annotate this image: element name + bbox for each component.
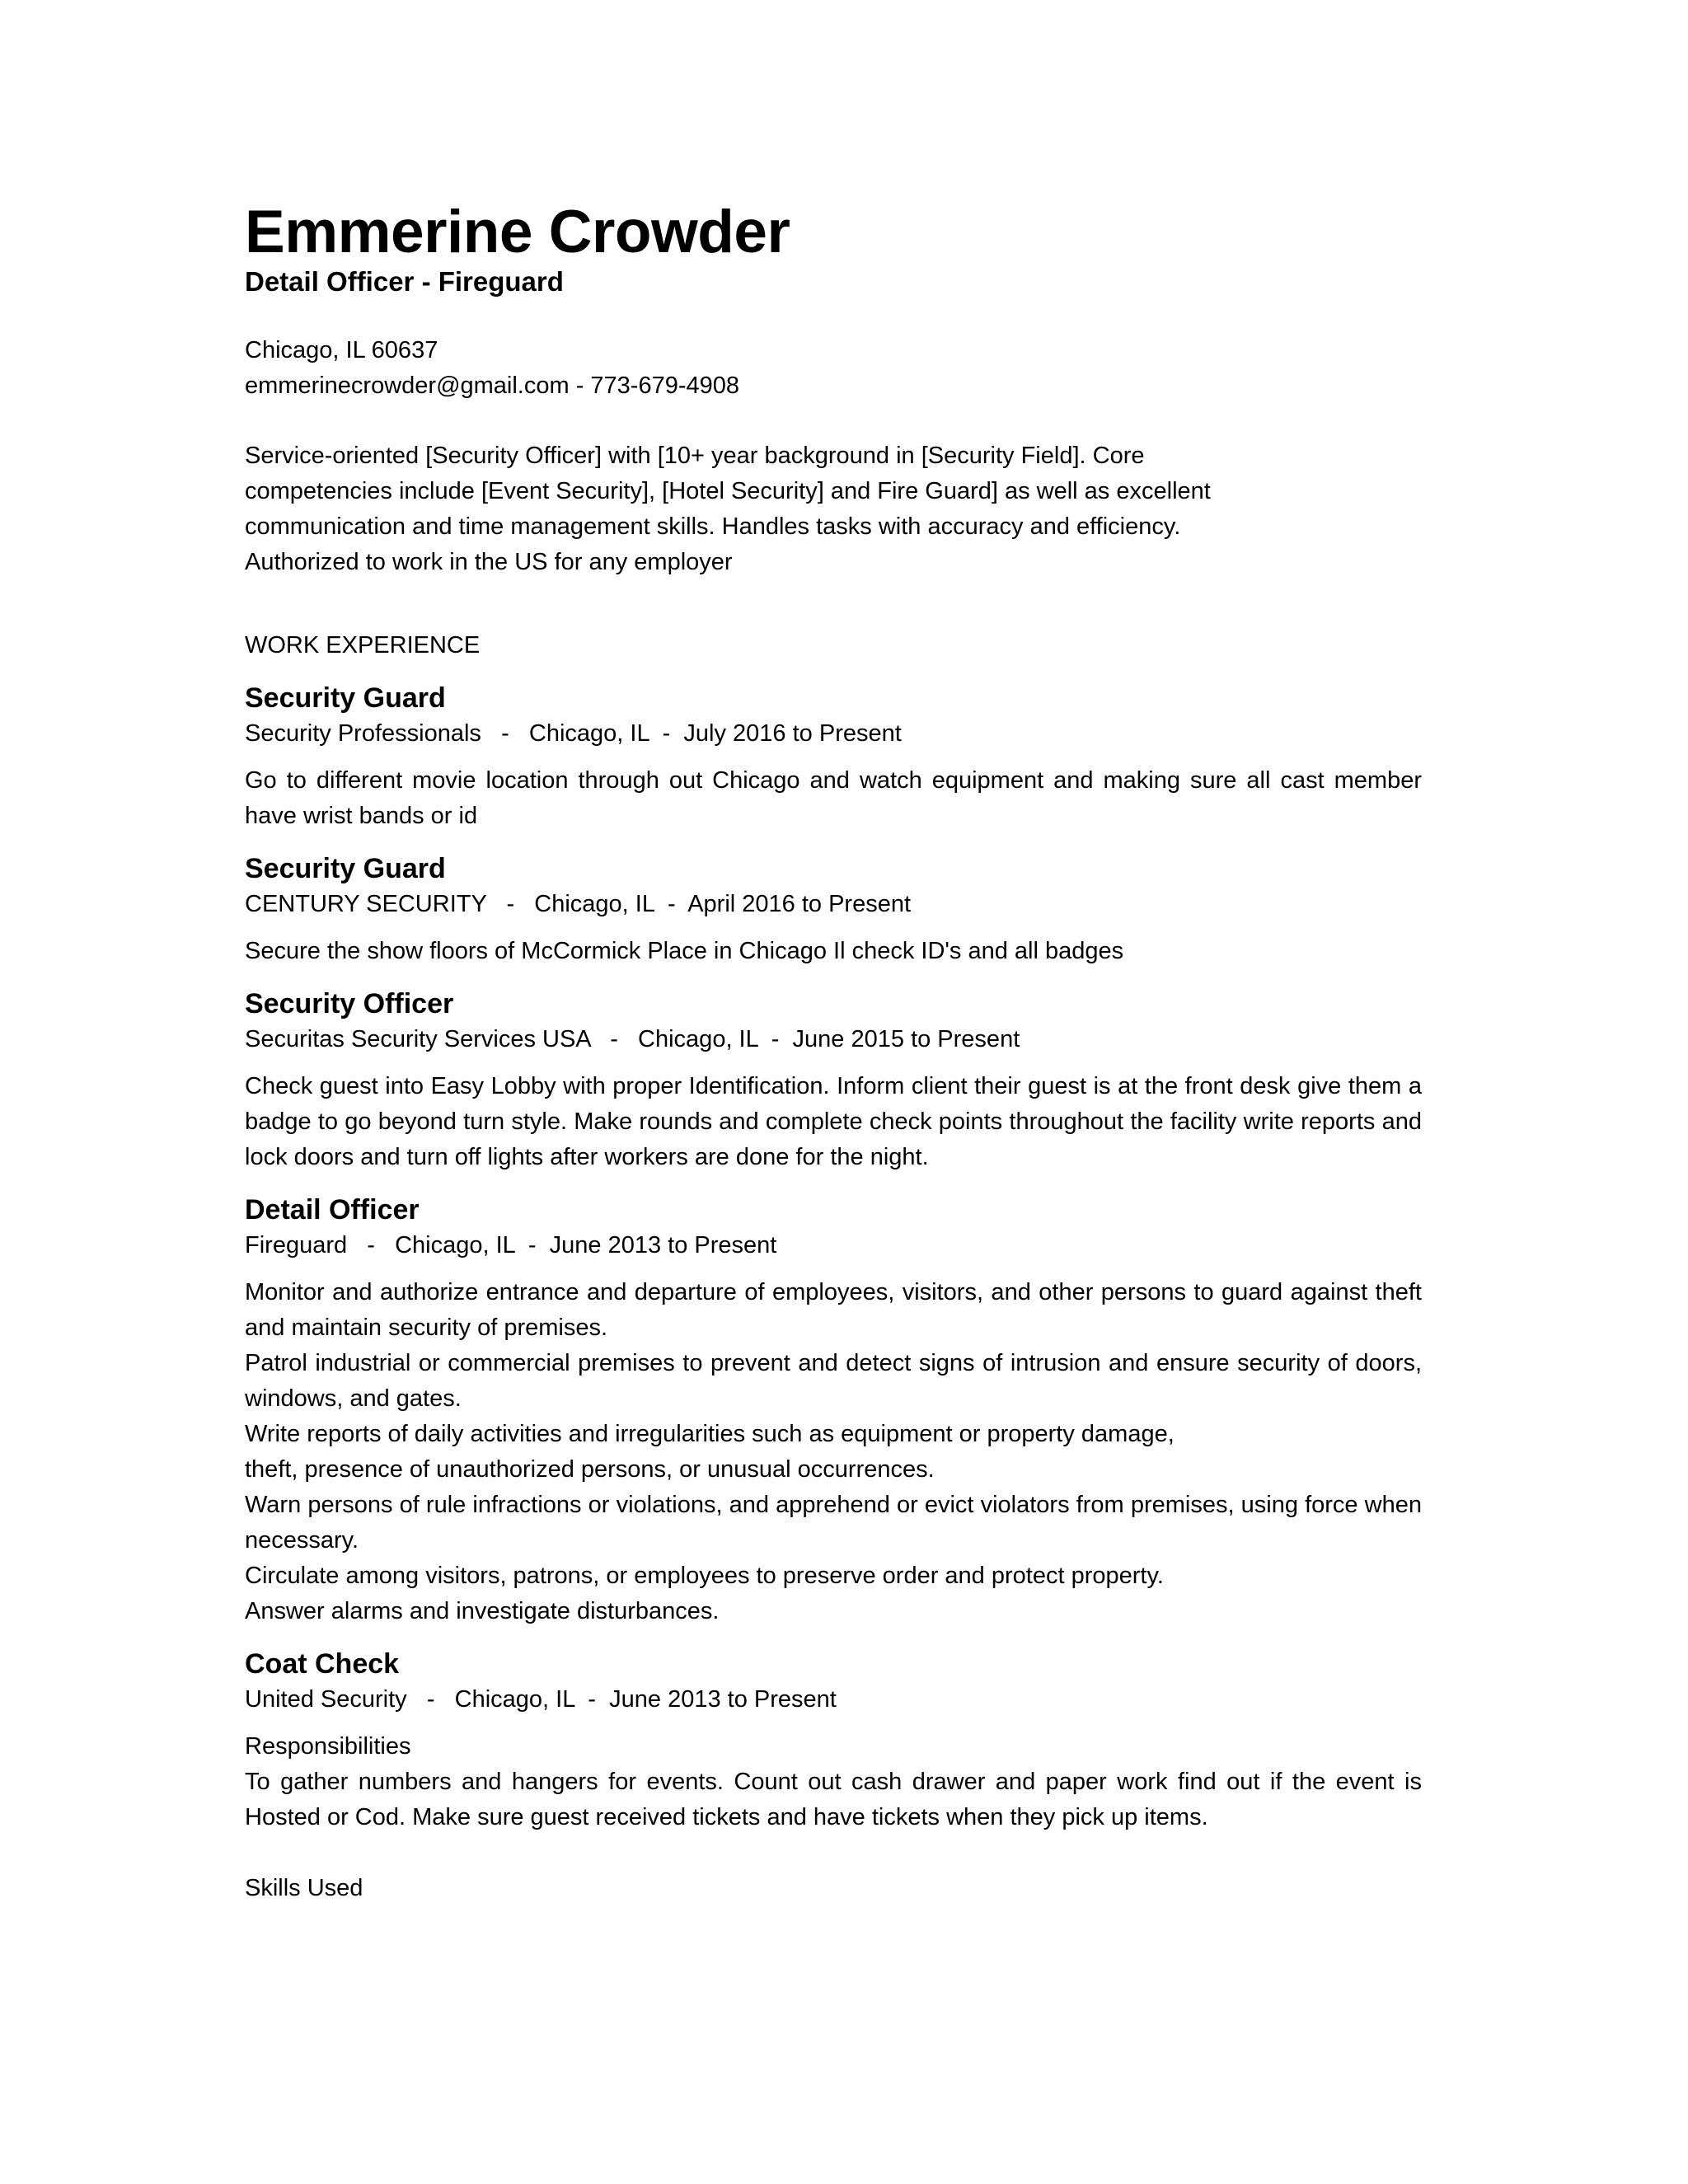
job-meta: United Security - Chicago, IL - June 2013 to Present	[245, 1686, 837, 1713]
contact-email-phone: emmerinecrowder@gmail.com - 773-679-4908	[245, 373, 740, 399]
job-description-line: Answer alarms and investigate disturbances.	[245, 1598, 720, 1624]
job-description	[245, 1729, 1422, 1835]
job-description-line: To gather numbers and hangers for events. Count out cash drawer and paper work find out if the event is Hosted or Cod. Make sure guest received tickets and have tickets when they pick up items.	[245, 1769, 1422, 1830]
skills-used-label: Skills Used	[245, 1875, 363, 1901]
job-meta: Security Professionals - Chicago, IL - July 2016 to Present	[245, 720, 902, 747]
job-title: Security Guard	[245, 853, 446, 884]
summary-line: Service-oriented [Security Officer] with [10+ year background in [Security Field]. Core	[245, 443, 1145, 469]
candidate-headline: Detail Officer - Fireguard	[245, 266, 564, 297]
job-title: Coat Check	[245, 1648, 400, 1680]
job-entry	[245, 851, 1422, 969]
job-description-line: Patrol industrial or commercial premises to prevent and detect signs of intrusion and ensure security of doors, windows, and gates.	[245, 1350, 1422, 1412]
job-description	[245, 1069, 1422, 1175]
job-title: Detail Officer	[245, 1194, 420, 1226]
job-description	[245, 1275, 1422, 1629]
contact-block	[245, 333, 1422, 404]
job-description-line: theft, presence of unauthorized persons, or unusual occurrences.	[245, 1456, 935, 1483]
summary-line: Authorized to work in the US for any employer	[245, 549, 733, 575]
job-description-line: Secure the show floors of McCormick Place in Chicago Il check ID's and all badges	[245, 938, 1124, 964]
job-entry	[245, 1192, 1422, 1629]
summary-line: competencies include [Event Security], [Hotel Security] and Fire Guard] as well as excellent	[245, 478, 1211, 504]
candidate-name: Emmerine Crowder	[245, 199, 790, 265]
contact-location: Chicago, IL 60637	[245, 337, 438, 363]
job-description-line: Responsibilities	[245, 1733, 411, 1760]
job-entry	[245, 1646, 1422, 1835]
resume-page	[245, 194, 1422, 1906]
job-entry	[245, 986, 1422, 1175]
job-title: Security Guard	[245, 682, 446, 714]
job-description-line: Go to different movie location through out Chicago and watch equipment and making sure all cast member have wrist bands or id	[245, 767, 1422, 829]
job-description-line: Warn persons of rule infractions or violations, and apprehend or evict violators from premises, using force when necessary.	[245, 1492, 1422, 1554]
job-description-line: Write reports of daily activities and irregularities such as equipment or property damage,	[245, 1421, 1175, 1447]
summary-block	[245, 438, 1422, 580]
job-meta: Fireguard - Chicago, IL - June 2013 to Present	[245, 1232, 777, 1258]
job-title: Security Officer	[245, 988, 454, 1019]
job-meta: CENTURY SECURITY - Chicago, IL - April 2016 to Present	[245, 891, 912, 917]
job-entry	[245, 680, 1422, 834]
job-description-line: Circulate among visitors, patrons, or employees to preserve order and protect property.	[245, 1563, 1164, 1589]
work-experience-heading: WORK EXPERIENCE	[245, 632, 481, 658]
job-description-line: Check guest into Easy Lobby with proper Identification. Inform client their guest is at the front desk give them a badge to go beyond turn style. Make rounds and complete check points throughout the facility write reports and lock doors and turn off lights after workers are done for the night.	[245, 1073, 1422, 1170]
summary-line: communication and time management skills. Handles tasks with accuracy and efficiency.	[245, 513, 1181, 540]
job-description-line: Monitor and authorize entrance and departure of employees, visitors, and other persons to guard against theft and maintain security of premises.	[245, 1279, 1422, 1341]
job-meta: Securitas Security Services USA - Chicago, IL - June 2015 to Present	[245, 1026, 1020, 1052]
job-description	[245, 934, 1422, 969]
job-description	[245, 763, 1422, 834]
